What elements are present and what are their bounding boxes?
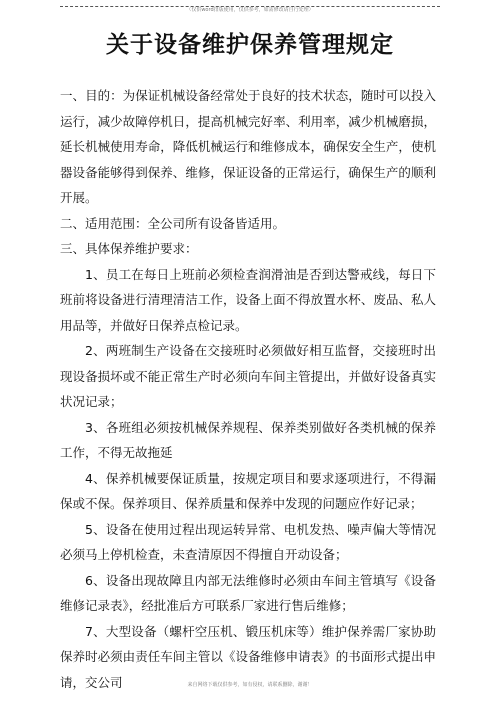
paragraph-item-1: 1、员工在每日上班前必须检查润滑油是否到达警戒线，每日下班前将设备进行清理清洁工作，设备上面不得放置水杯、废品、私人用品等，并做好日保养点检记录。 — [60, 266, 436, 333]
footer-note: 来自网络下载仅供参考，如有侵权，请联系删除，谢谢！ — [187, 682, 313, 688]
paragraph-purpose: 一、目的：为保证机械设备经常处于良好的技术状态，随时可以投入运行，减少故障停机日，提高机械完好率、利用率，减少机械磨损，延长机械使用寿命，降低机械运行和维修成本，确保安全生产，使机器设备能够得到保养、维修，保证设备的正常运行，确保生产的顺利开展。 — [60, 88, 436, 205]
paragraph-item-3: 3、各班组必须按机械保养规程、保养类别做好各类机械的保养工作，不得无故拖延 — [60, 419, 436, 460]
paragraph-item-4: 4、保养机械要保证质量，按规定项目和要求逐项进行，不得漏保或不保。保养项目、保养质量和保养中发现的问题应作好记录； — [60, 470, 436, 511]
paragraph-item-2: 2、两班制生产设备在交接班时必须做好相互监督，交接班时出现设备损坏或不能正常生产时必须向车间主管提出，并做好设备真实状况记录； — [60, 343, 436, 409]
header-note: （仅供word排版使用，仅供参考，如需修改请自行处理） — [186, 7, 314, 13]
paragraph-scope: 二、适用范围：全公司所有设备皆适用。 — [60, 215, 286, 231]
document-title: 关于设备维护保养管理规定 — [106, 32, 394, 58]
paragraph-item-6: 6、设备出现故障且内部无法维修时必须由车间主管填写《设备维修记录表》，经批准后方可联系厂家进行售后维修； — [60, 572, 436, 613]
paragraph-item-5: 5、设备在使用过程出现运转异常、电机发热、噪声偏大等情况必须马上停机检查，未查清原因不得擅自开动设备； — [60, 521, 436, 562]
paragraph-item-7: 7、大型设备（螺杆空压机、锻压机床等）维护保养需厂家协助保养时必须由责任车间主管以《设备维修申请表》的书面形式提出申请，交公司 — [60, 623, 436, 690]
document-body — [60, 83, 436, 695]
paragraph-requirements-heading: 三、具体保养维护要求： — [60, 241, 198, 256]
